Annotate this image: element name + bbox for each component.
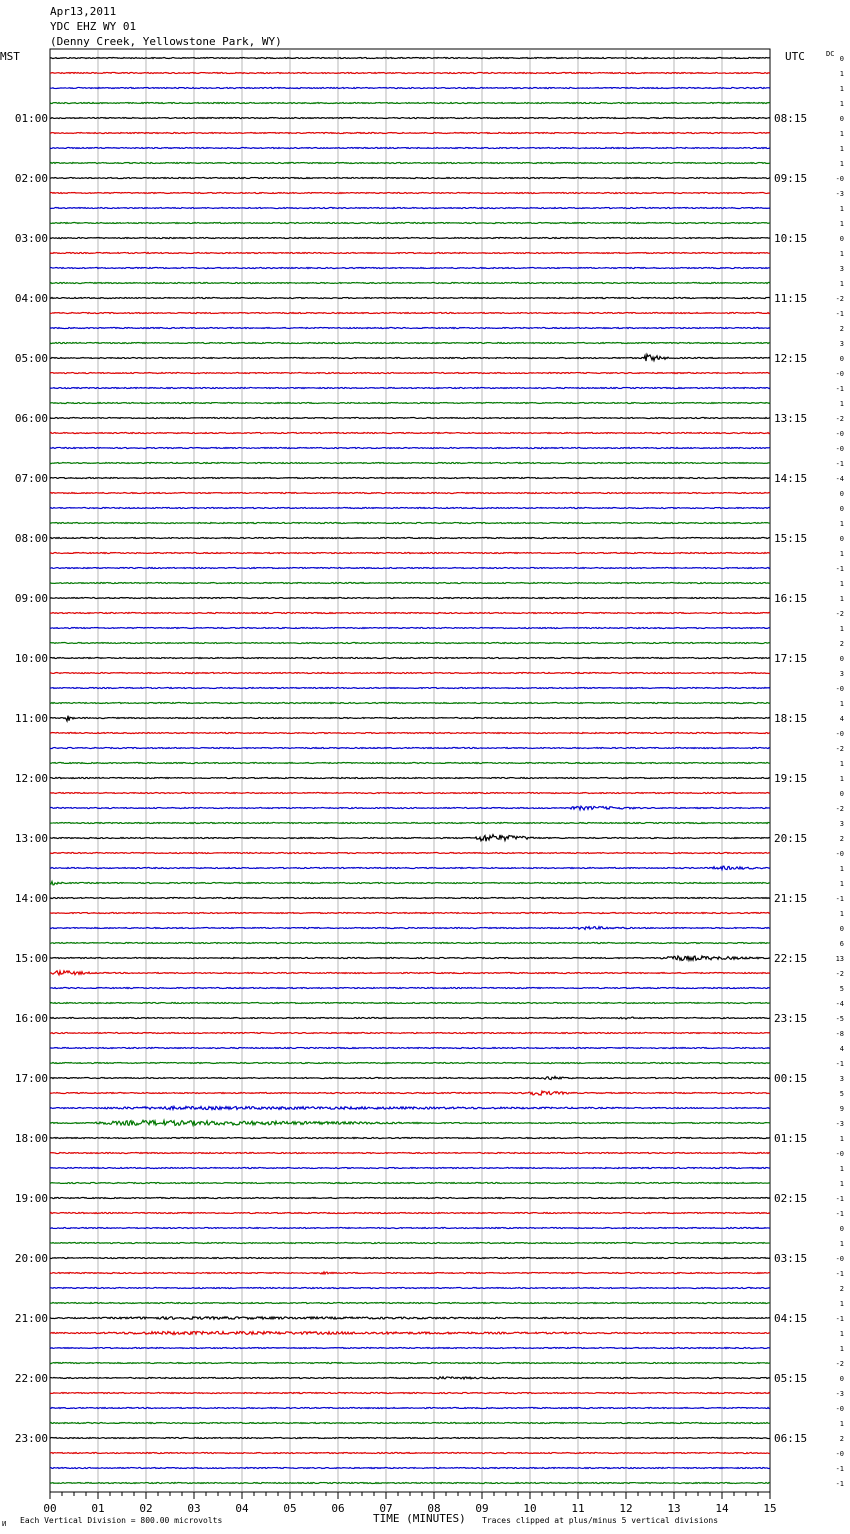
- trace-row: [50, 117, 770, 118]
- trace-row: [50, 866, 770, 869]
- trace-row: [50, 835, 770, 842]
- trace-row: [50, 897, 770, 898]
- dc-offset-value: -2: [835, 805, 844, 813]
- hour-label-left: 12:00: [14, 772, 48, 785]
- dc-offset-value: -0: [835, 685, 844, 693]
- hour-label-right: 18:15: [774, 712, 808, 725]
- trace-row: [50, 462, 770, 463]
- trace-row: [50, 282, 770, 283]
- dc-offset-value: 2: [839, 1285, 844, 1293]
- trace-row: [50, 147, 770, 148]
- hour-label-left: 18:00: [14, 1132, 48, 1145]
- hour-label-left: 07:00: [14, 472, 48, 485]
- dc-offset-value: 1: [839, 130, 844, 138]
- trace-row: [50, 1047, 770, 1048]
- trace-row: [50, 1302, 770, 1303]
- plot-frame: [50, 49, 770, 1492]
- dc-offset-value: -1: [835, 310, 844, 318]
- dc-offset-value: -1: [835, 460, 844, 468]
- dc-offset-value: -0: [835, 1405, 844, 1413]
- trace-row: [50, 132, 770, 133]
- hour-label-right: 01:15: [774, 1132, 808, 1145]
- hour-label-right: 04:15: [774, 1312, 808, 1325]
- dc-offset-value: -2: [835, 745, 844, 753]
- trace-row: [50, 642, 770, 643]
- trace-row: [50, 72, 770, 73]
- hour-label-left: 04:00: [14, 292, 48, 305]
- trace-row: [50, 1120, 770, 1125]
- trace-row: [50, 1182, 770, 1183]
- trace-row: [50, 627, 770, 628]
- trace-row: [50, 387, 770, 388]
- trace-row: [50, 597, 770, 598]
- trace-row: [50, 1152, 770, 1153]
- trace-row: [50, 192, 770, 193]
- dc-offset-value: -3: [835, 1390, 844, 1398]
- trace-row: [50, 1362, 770, 1363]
- dc-offset-value: -1: [835, 385, 844, 393]
- dc-offset-value: 1: [839, 1180, 844, 1188]
- trace-row: [50, 417, 770, 418]
- dc-offset-value: 1: [839, 250, 844, 258]
- hour-label-left: 15:00: [14, 952, 48, 965]
- hour-label-left: 16:00: [14, 1012, 48, 1025]
- hour-label-right: 02:15: [774, 1192, 808, 1205]
- hour-label-left: 19:00: [14, 1192, 48, 1205]
- dc-offset-value: 2: [839, 325, 844, 333]
- dc-offset-value: -3: [835, 190, 844, 198]
- hour-label-right: 08:15: [774, 112, 808, 125]
- scale-note: [20, 1514, 222, 1527]
- dc-offset-value: -0: [835, 175, 844, 183]
- dc-offset-value: 5: [839, 985, 844, 993]
- trace-row: [50, 687, 770, 688]
- trace-row: [50, 1106, 770, 1109]
- hour-label-left: 23:00: [14, 1432, 48, 1445]
- trace-row: [50, 806, 770, 810]
- axis-labels: [15, 55, 844, 1515]
- plot-date: Apr13,2011: [50, 5, 117, 18]
- dc-offset-value: 1: [839, 70, 844, 78]
- trace-row: [50, 1257, 770, 1258]
- corner-mark: И: [2, 1520, 7, 1528]
- hour-label-left: 11:00: [14, 712, 48, 725]
- hour-label-right: 05:15: [774, 1372, 808, 1385]
- hour-label-right: 00:15: [774, 1072, 808, 1085]
- dc-offset-value: 13: [835, 955, 844, 963]
- trace-rows: [50, 57, 770, 1483]
- dc-offset-value: -1: [835, 565, 844, 573]
- hour-label-left: 09:00: [14, 592, 48, 605]
- minute-grid: [50, 49, 770, 1499]
- dc-offset-value: 1: [839, 145, 844, 153]
- hour-label-left: 22:00: [14, 1372, 48, 1385]
- dc-offset-value: 2: [839, 835, 844, 843]
- trace-row: [50, 657, 770, 658]
- trace-row: [50, 507, 770, 508]
- dc-offset-value: -4: [835, 475, 844, 483]
- dc-offset-value: 1: [839, 1345, 844, 1353]
- trace-row: [50, 1227, 770, 1228]
- trace-row: [50, 1137, 770, 1138]
- trace-row: [50, 522, 770, 523]
- x-tick-label: 05: [283, 1502, 297, 1515]
- dc-offset-value: 0: [839, 505, 844, 513]
- trace-row: [50, 354, 770, 361]
- trace-row: [50, 447, 770, 448]
- hour-label-left: 20:00: [14, 1252, 48, 1265]
- trace-row: [50, 432, 770, 433]
- dc-offset-value: -0: [835, 370, 844, 378]
- trace-row: [50, 1002, 770, 1003]
- trace-row: [50, 716, 770, 721]
- dc-offset-value: 1: [839, 100, 844, 108]
- clip-note: Traces clipped at plus/minus 5 vertical divisions: [482, 1516, 719, 1525]
- dc-offset-value: 1: [839, 760, 844, 768]
- trace-row: [50, 297, 770, 298]
- dc-offset-value: 1: [839, 1330, 844, 1338]
- x-tick-label: 15: [763, 1502, 777, 1515]
- hour-label-right: 23:15: [774, 1012, 808, 1025]
- dc-offset-value: -1: [835, 1210, 844, 1218]
- trace-row: [50, 402, 770, 403]
- dc-offset-value: 1: [839, 205, 844, 213]
- dc-offset-value: 0: [839, 490, 844, 498]
- dc-offset-value: 1: [839, 400, 844, 408]
- hour-label-right: 11:15: [774, 292, 808, 305]
- trace-row: [50, 1407, 770, 1408]
- trace-row: [50, 1272, 770, 1274]
- trace-row: [50, 1017, 770, 1019]
- dc-offset-value: 0: [839, 55, 844, 63]
- trace-row: [50, 477, 770, 478]
- x-tick-label: 00: [43, 1502, 57, 1515]
- hour-label-right: 15:15: [774, 532, 808, 545]
- hour-label-right: 22:15: [774, 952, 808, 965]
- x-tick-label: 02: [139, 1502, 153, 1515]
- dc-offset-value: -4: [835, 1000, 844, 1008]
- dc-offset-value: 1: [839, 520, 844, 528]
- left-timezone-label: MST: [0, 50, 20, 63]
- x-tick-label: 06: [331, 1502, 345, 1515]
- trace-row: [50, 237, 770, 238]
- dc-offset-value: 1: [839, 595, 844, 603]
- dc-offset-value: 9: [839, 1105, 844, 1113]
- trace-row: [50, 1062, 770, 1063]
- hour-label-right: 03:15: [774, 1252, 808, 1265]
- x-tick-label: 07: [379, 1502, 393, 1515]
- trace-row: [50, 747, 770, 748]
- dc-offset-value: -0: [835, 1450, 844, 1458]
- trace-row: [50, 1197, 770, 1198]
- trace-row: [50, 102, 770, 103]
- trace-row: [50, 57, 770, 58]
- trace-row: [50, 552, 770, 553]
- dc-offset-value: 1: [839, 160, 844, 168]
- x-tick-label: 08: [427, 1502, 441, 1515]
- dc-offset-value: 0: [839, 355, 844, 363]
- scale-value: 800.00 microvolts: [140, 1516, 223, 1525]
- trace-row: [50, 1377, 770, 1379]
- trace-row: [50, 1242, 770, 1243]
- dc-offset-value: -3: [835, 1120, 844, 1128]
- dc-offset-value: 1: [839, 220, 844, 228]
- hour-label-right: 10:15: [774, 232, 808, 245]
- x-tick-label: 12: [619, 1502, 633, 1515]
- hour-label-left: 05:00: [14, 352, 48, 365]
- dc-offset-value: -0: [835, 1150, 844, 1158]
- dc-offset-value: 3: [839, 265, 844, 273]
- dc-offset-value: 4: [839, 715, 844, 723]
- x-tick-label: 09: [475, 1502, 489, 1515]
- trace-row: [50, 87, 770, 88]
- hour-label-right: 20:15: [774, 832, 808, 845]
- trace-row: [50, 342, 770, 343]
- trace-row: [50, 222, 770, 223]
- trace-row: [50, 1167, 770, 1168]
- trace-row: [50, 732, 770, 733]
- trace-row: [50, 912, 770, 913]
- hour-label-right: 14:15: [774, 472, 808, 485]
- right-timezone-label: UTC: [785, 50, 805, 63]
- dc-offset-value: 3: [839, 340, 844, 348]
- dc-offset-value: 1: [839, 580, 844, 588]
- trace-row: [50, 1212, 770, 1213]
- dc-offset-value: -1: [835, 1270, 844, 1278]
- dc-offset-value: 1: [839, 625, 844, 633]
- trace-row: [50, 267, 770, 268]
- x-tick-label: 03: [187, 1502, 201, 1515]
- dc-offset-value: 0: [839, 655, 844, 663]
- trace-row: [50, 372, 770, 373]
- dc-offset-value: -2: [835, 295, 844, 303]
- dc-offset-value: -0: [835, 430, 844, 438]
- station-id: YDC EHZ WY 01: [50, 20, 137, 33]
- trace-row: [50, 1287, 770, 1288]
- dc-offset-value: 1: [839, 910, 844, 918]
- dc-offset-value: 1: [839, 880, 844, 888]
- trace-row: [50, 1076, 770, 1079]
- hour-label-right: 21:15: [774, 892, 808, 905]
- hour-label-left: 02:00: [14, 172, 48, 185]
- dc-offset-value: 1: [839, 1420, 844, 1428]
- hour-label-left: 10:00: [14, 652, 48, 665]
- hour-label-left: 03:00: [14, 232, 48, 245]
- dc-offset-value: -2: [835, 415, 844, 423]
- dc-offset-value: 1: [839, 700, 844, 708]
- dc-offset-value: 5: [839, 1090, 844, 1098]
- trace-row: [50, 987, 770, 988]
- trace-row: [50, 567, 770, 568]
- trace-row: [50, 537, 770, 538]
- dc-offset-value: -2: [835, 1360, 844, 1368]
- dc-offset-value: -2: [835, 610, 844, 618]
- dc-offset-value: 1: [839, 775, 844, 783]
- trace-row: [50, 312, 770, 313]
- x-tick-label: 01: [91, 1502, 105, 1515]
- x-tick-label: 04: [235, 1502, 249, 1515]
- trace-row: [50, 822, 770, 823]
- dc-offset-value: 4: [839, 1045, 844, 1053]
- trace-row: [50, 252, 770, 253]
- dc-offset-value: -0: [835, 730, 844, 738]
- x-tick-label: 10: [523, 1502, 537, 1515]
- trace-row: [50, 162, 770, 163]
- dc-offset-value: 1: [839, 280, 844, 288]
- dc-offset-value: 1: [839, 550, 844, 558]
- trace-row: [50, 927, 770, 930]
- dc-offset-value: 3: [839, 1075, 844, 1083]
- dc-offset-value: 1: [839, 1165, 844, 1173]
- trace-row: [50, 327, 770, 328]
- trace-row: [50, 971, 770, 975]
- hour-label-right: 19:15: [774, 772, 808, 785]
- dc-offset-value: 3: [839, 820, 844, 828]
- dc-offset-value: 1: [839, 1300, 844, 1308]
- scale-prefix: Each Vertical Division =: [20, 1516, 141, 1525]
- dc-offset-value: 0: [839, 1225, 844, 1233]
- trace-row: [50, 1392, 770, 1393]
- hour-label-right: 13:15: [774, 412, 808, 425]
- trace-row: [50, 702, 770, 703]
- hour-label-left: 01:00: [14, 112, 48, 125]
- trace-row: [50, 207, 770, 208]
- dc-offset-value: 1: [839, 1135, 844, 1143]
- x-tick-label: 11: [571, 1502, 585, 1515]
- dc-offset-value: -1: [835, 1060, 844, 1068]
- trace-row: [50, 792, 770, 793]
- hour-label-right: 17:15: [774, 652, 808, 665]
- hour-label-right: 12:15: [774, 352, 808, 365]
- trace-row: [50, 1331, 770, 1334]
- dc-offset-value: 0: [839, 115, 844, 123]
- hour-label-right: 09:15: [774, 172, 808, 185]
- trace-row: [50, 1091, 770, 1095]
- dc-offset-value: 2: [839, 640, 844, 648]
- dc-offset-value: 0: [839, 790, 844, 798]
- trace-row: [50, 1482, 770, 1483]
- dc-offset-value: 0: [839, 535, 844, 543]
- hour-label-left: 17:00: [14, 1072, 48, 1085]
- trace-row: [50, 881, 770, 884]
- x-tick-label: 14: [715, 1502, 729, 1515]
- trace-row: [50, 852, 770, 853]
- dc-offset-value: -2: [835, 970, 844, 978]
- hour-label-left: 06:00: [14, 412, 48, 425]
- dc-offset-value: -1: [835, 1480, 844, 1488]
- trace-row: [50, 492, 770, 493]
- dc-offset-value: -0: [835, 445, 844, 453]
- x-axis-title: TIME (MINUTES): [373, 1512, 466, 1525]
- trace-row: [50, 1437, 770, 1438]
- dc-offset-value: 0: [839, 925, 844, 933]
- dc-offset-value: 0: [839, 1375, 844, 1383]
- dc-offset-value: -0: [835, 850, 844, 858]
- dc-offset-value: 3: [839, 670, 844, 678]
- trace-row: [50, 942, 770, 943]
- trace-row: [50, 1422, 770, 1423]
- trace-row: [50, 612, 770, 613]
- dc-offset-value: 6: [839, 940, 844, 948]
- trace-row: [50, 177, 770, 178]
- dc-offset-value: 1: [839, 1240, 844, 1248]
- trace-row: [50, 777, 770, 778]
- dc-offset-value: 1: [839, 85, 844, 93]
- trace-row: [50, 582, 770, 583]
- trace-row: [50, 1347, 770, 1348]
- dc-offset-value: -1: [835, 1315, 844, 1323]
- dc-offset-value: -1: [835, 1465, 844, 1473]
- trace-row: [50, 956, 770, 961]
- trace-row: [50, 1467, 770, 1468]
- dc-offset-header: DC: [826, 50, 835, 58]
- trace-row: [50, 762, 770, 763]
- dc-offset-value: -1: [835, 895, 844, 903]
- dc-offset-value: 2: [839, 1435, 844, 1443]
- hour-label-right: 16:15: [774, 592, 808, 605]
- dc-offset-value: -0: [835, 1255, 844, 1263]
- trace-row: [50, 672, 770, 673]
- dc-offset-value: -8: [835, 1030, 844, 1038]
- dc-offset-value: -1: [835, 1195, 844, 1203]
- trace-row: [50, 1452, 770, 1453]
- dc-offset-value: 0: [839, 235, 844, 243]
- hour-label-left: 08:00: [14, 532, 48, 545]
- x-tick-label: 13: [667, 1502, 681, 1515]
- dc-offset-value: 1: [839, 865, 844, 873]
- trace-row: [50, 1317, 770, 1320]
- dc-offset-value: -5: [835, 1015, 844, 1023]
- hour-label-right: 06:15: [774, 1432, 808, 1445]
- hour-label-left: 14:00: [14, 892, 48, 905]
- hour-label-left: 21:00: [14, 1312, 48, 1325]
- station-location: (Denny Creek, Yellowstone Park, WY): [50, 35, 282, 48]
- hour-label-left: 13:00: [14, 832, 48, 845]
- trace-row: [50, 1032, 770, 1033]
